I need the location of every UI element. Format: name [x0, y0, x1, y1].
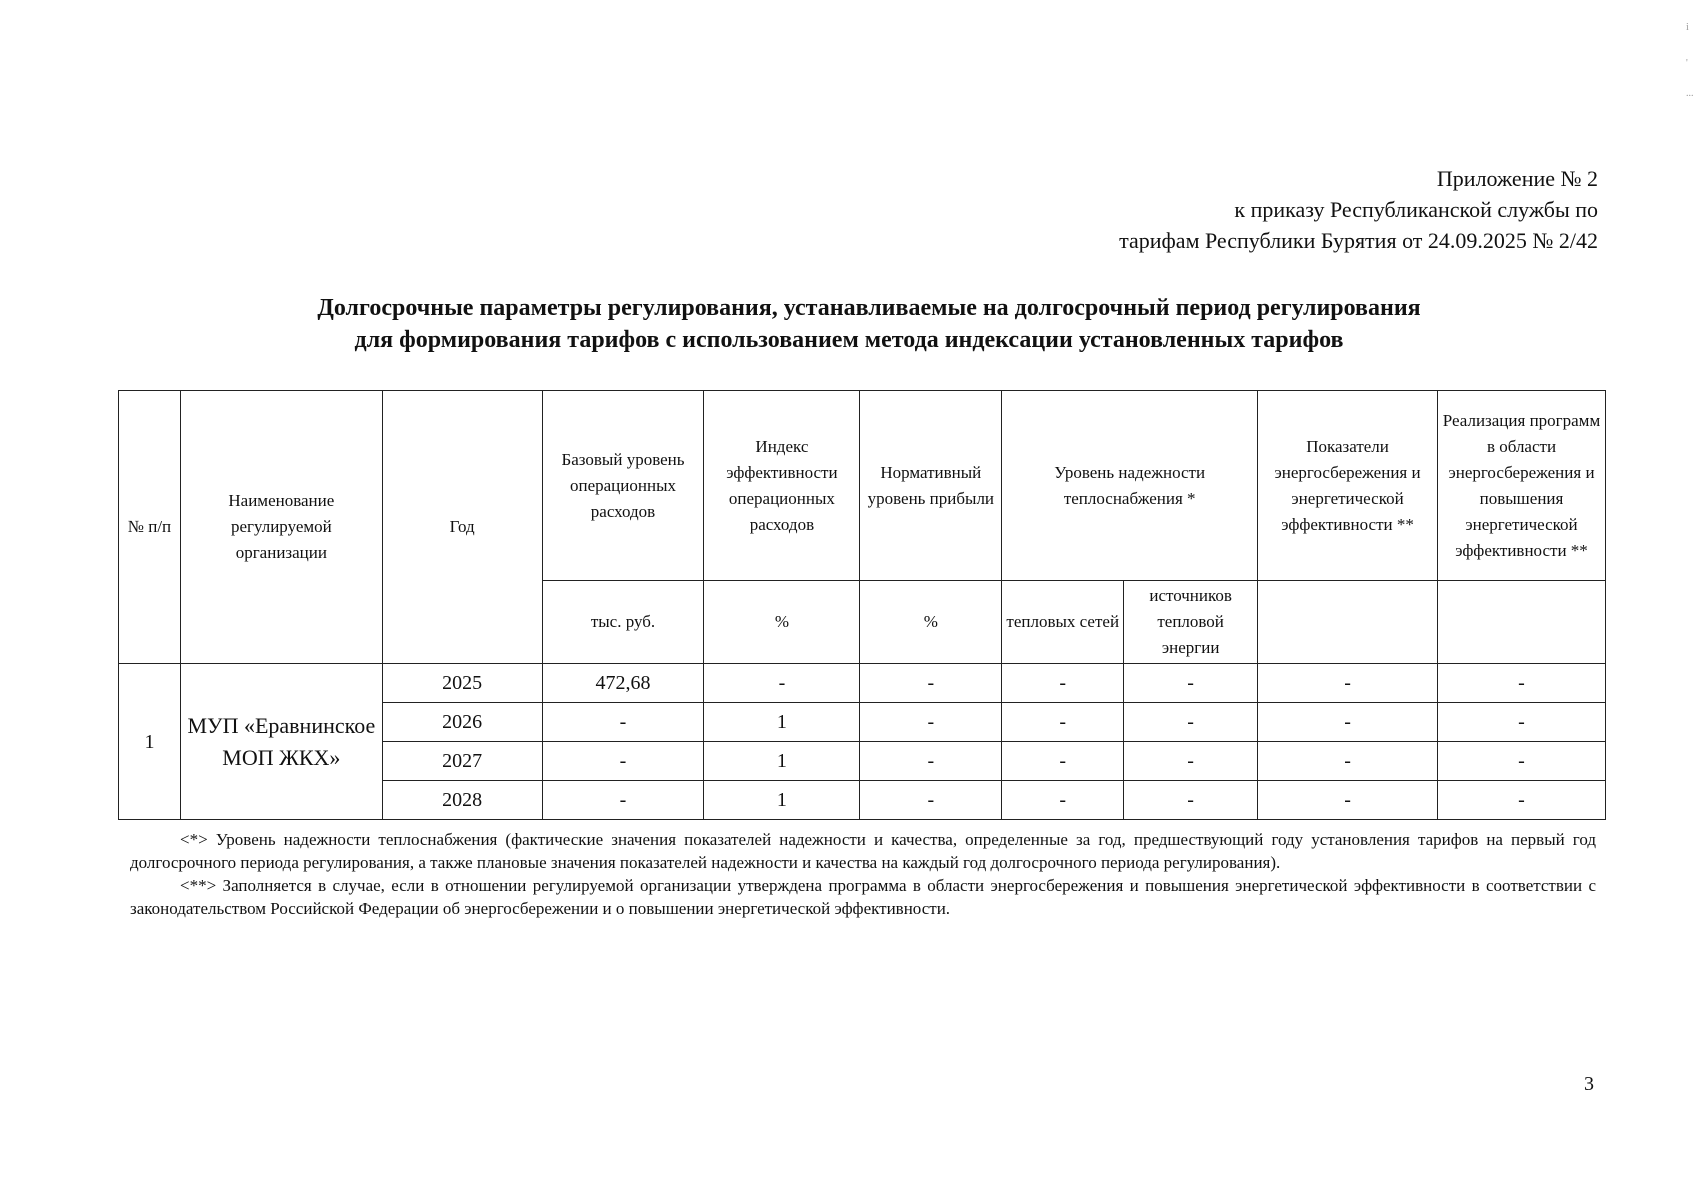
unit-base-costs: тыс. руб.: [542, 581, 704, 664]
cell-energy-programs: -: [1438, 742, 1606, 781]
unit-efficiency-index: %: [704, 581, 860, 664]
footnote-reliability: <*> Уровень надежности теплоснабжения (фактические значения показателей надежности и качества, определенные за год, предшествующий году установления тарифов на первый год долгосрочного периода регулирования, а также плановые значения показателей надежности и качества на каждый год долгосрочного периода регулирования).: [130, 830, 1596, 872]
unit-energy-programs: [1438, 581, 1606, 664]
cell-year: 2028: [382, 781, 542, 820]
scan-mark: i: [1686, 22, 1689, 33]
cell-profit: -: [860, 703, 1002, 742]
cell-sources: -: [1124, 742, 1258, 781]
cell-networks: -: [1002, 781, 1124, 820]
unit-profit: %: [860, 581, 1002, 664]
document-title: [0, 292, 1698, 356]
cell-profit: -: [860, 781, 1002, 820]
cell-energy-indicators: -: [1258, 664, 1438, 703]
row-number: 1: [119, 664, 181, 820]
header-energy-indicators: Показатели энергосбережения и энергетической эффективности **: [1258, 391, 1438, 581]
title-line-2: для формирования тарифов с использованием метода индексации установленных тарифов: [354, 327, 1344, 353]
regulation-parameters-table: [118, 390, 1606, 820]
unit-networks: тепловых сетей: [1002, 581, 1124, 664]
title-line-1: Долгосрочные параметры регулирования, устанавливаемые на долгосрочный период регулирования: [317, 295, 1421, 321]
scan-mark: ...: [1686, 88, 1694, 99]
header-base-costs: Базовый уровень операционных расходов: [542, 391, 704, 581]
footnote-energy-program: <**> Заполняется в случае, если в отношении регулируемой организации утверждена программа в области энергосбережения и повышения энергетической эффективности в соответствии с законодательством Российской Федерации об энергосбережении и о повышении энергетической эффективности.: [130, 876, 1596, 918]
appendix-order-ref: к приказу Республиканской службы по: [1234, 197, 1598, 222]
cell-base-costs: 472,68: [542, 664, 704, 703]
cell-energy-indicators: -: [1258, 703, 1438, 742]
appendix-number: Приложение № 2: [1436, 166, 1598, 191]
cell-year: 2025: [382, 664, 542, 703]
cell-year: 2027: [382, 742, 542, 781]
cell-profit: -: [860, 664, 1002, 703]
cell-sources: -: [1124, 781, 1258, 820]
cell-efficiency-index: -: [704, 664, 860, 703]
cell-efficiency-index: 1: [704, 781, 860, 820]
header-efficiency-index: Индекс эффективности операционных расходов: [704, 391, 860, 581]
cell-efficiency-index: 1: [704, 742, 860, 781]
appendix-header: [1119, 163, 1598, 256]
cell-networks: -: [1002, 703, 1124, 742]
header-year: Год: [382, 391, 542, 664]
page-number: 3: [1584, 1073, 1594, 1095]
cell-energy-programs: -: [1438, 781, 1606, 820]
cell-networks: -: [1002, 742, 1124, 781]
cell-sources: -: [1124, 703, 1258, 742]
header-row: [119, 391, 1606, 581]
cell-profit: -: [860, 742, 1002, 781]
cell-energy-indicators: -: [1258, 781, 1438, 820]
cell-energy-programs: -: [1438, 703, 1606, 742]
cell-energy-programs: -: [1438, 664, 1606, 703]
footnotes: [130, 828, 1596, 920]
cell-year: 2026: [382, 703, 542, 742]
scan-mark: ': [1686, 58, 1688, 69]
header-num: № п/п: [119, 391, 181, 664]
table-row: [119, 664, 1606, 703]
cell-base-costs: -: [542, 742, 704, 781]
organization-name: МУП «Еравнинское МОП ЖКХ»: [180, 664, 382, 820]
cell-networks: -: [1002, 664, 1124, 703]
cell-sources: -: [1124, 664, 1258, 703]
header-org: Наименование регулируемой организации: [180, 391, 382, 664]
cell-base-costs: -: [542, 781, 704, 820]
cell-efficiency-index: 1: [704, 703, 860, 742]
unit-sources: источников тепловой энергии: [1124, 581, 1258, 664]
cell-energy-indicators: -: [1258, 742, 1438, 781]
unit-energy-indicators: [1258, 581, 1438, 664]
header-energy-programs: Реализация программ в области энергосбережения и повышения энергетической эффективности **: [1438, 391, 1606, 581]
header-profit: Нормативный уровень прибыли: [860, 391, 1002, 581]
header-reliability: Уровень надежности теплоснабжения *: [1002, 391, 1258, 581]
cell-base-costs: -: [542, 703, 704, 742]
appendix-order-date: тарифам Республики Бурятия от 24.09.2025 № 2/42: [1119, 228, 1598, 253]
